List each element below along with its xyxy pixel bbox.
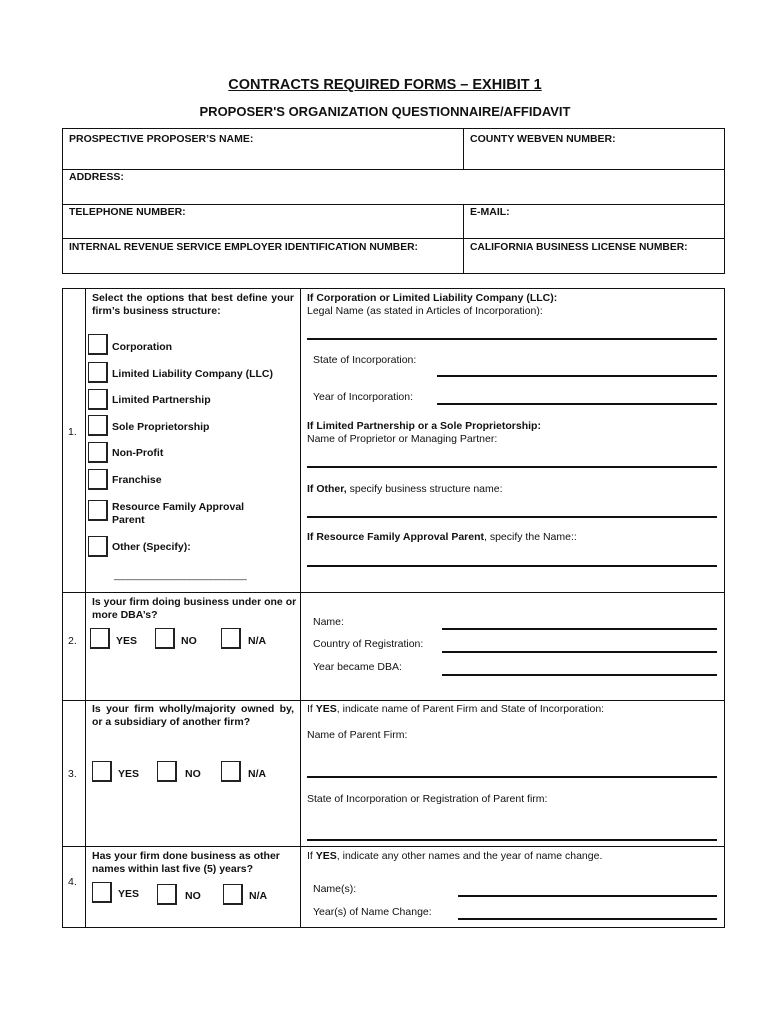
non-profit-label: Non-Profit: [112, 447, 164, 459]
rfa-parent-checkbox[interactable]: [88, 500, 108, 521]
corp-llc-heading: If Corporation or Limited Liability Company (LLC):: [307, 292, 558, 304]
question-3-number: 3.: [68, 768, 77, 780]
q4-no-label: NO: [185, 890, 201, 902]
proprietor-name-label: Name of Proprietor or Managing Partner:: [307, 433, 498, 445]
q4-if-rest: , indicate any other names and the year of name change.: [336, 850, 603, 862]
other-label: Other (Specify):: [112, 541, 191, 553]
rfa-name-field[interactable]: [307, 565, 717, 567]
address-field[interactable]: [64, 184, 723, 202]
if-other-text: [307, 483, 503, 496]
ca-business-license-label: CALIFORNIA BUSINESS LICENSE NUMBER:: [470, 242, 688, 253]
q3-if-bold: YES: [315, 703, 337, 715]
year-of-incorporation-label: Year of Incorporation:: [313, 391, 414, 403]
q4-yes-label: YES: [118, 888, 140, 900]
q3-yes-checkbox[interactable]: [92, 761, 112, 782]
other-specify-line[interactable]: ______________________________: [114, 570, 247, 580]
corporation-checkbox[interactable]: [88, 334, 108, 355]
sole-proprietorship-label: Sole Proprietorship: [112, 421, 210, 433]
dba-name-field[interactable]: [442, 628, 717, 630]
q2-yes-label: YES: [116, 635, 138, 647]
q3-yes-label: YES: [118, 768, 140, 780]
parent-firm-name-field[interactable]: [307, 776, 717, 778]
q4-na-label: N/A: [249, 890, 268, 902]
form-title: CONTRACTS REQUIRED FORMS – EXHIBIT 1: [228, 77, 542, 93]
year-of-incorporation-field[interactable]: [437, 403, 717, 405]
llc-label: Limited Liability Company (LLC): [112, 368, 274, 380]
if-rfa-rest: , specify the Name::: [484, 531, 577, 543]
question-4-prompt: Has your firm done business as other names within last five (5) years?: [92, 850, 280, 875]
q4-no-checkbox[interactable]: [157, 884, 177, 905]
year-of-name-change-label: Year(s) of Name Change:: [313, 906, 432, 918]
irs-ein-field[interactable]: [64, 254, 462, 271]
sole-proprietorship-checkbox[interactable]: [88, 415, 108, 436]
telephone-label: TELEPHONE NUMBER:: [69, 206, 186, 218]
country-of-registration-field[interactable]: [442, 651, 717, 653]
question-3-prompt: Is your firm wholly/majority owned by, or a subsidiary of another firm?: [92, 703, 294, 728]
q3-no-label: NO: [185, 768, 201, 780]
franchise-checkbox[interactable]: [88, 469, 108, 490]
parent-firm-state-field[interactable]: [307, 839, 717, 841]
q3-no-checkbox[interactable]: [157, 761, 177, 782]
webven-number-label: COUNTY WEBVEN NUMBER:: [470, 133, 616, 145]
q4-if-pre: If: [307, 850, 316, 862]
question-1-prompt: Select the options that best define your firm’s business structure:: [92, 292, 294, 317]
limited-partnership-checkbox[interactable]: [88, 389, 108, 410]
year-became-dba-label: Year became DBA:: [313, 661, 402, 673]
q2-no-label: NO: [181, 635, 197, 647]
q3-na-checkbox[interactable]: [221, 761, 241, 782]
state-of-incorporation-label: State of Incorporation:: [313, 354, 417, 366]
year-of-name-change-field[interactable]: [458, 918, 717, 920]
q2-na-checkbox[interactable]: [221, 628, 241, 649]
if-rfa-bold: If Resource Family Approval Parent: [307, 531, 484, 543]
q4-if-yes-text: [307, 850, 602, 863]
if-rfa-text: [307, 531, 577, 544]
country-of-registration-label: Country of Registration:: [313, 638, 424, 650]
q4-na-checkbox[interactable]: [223, 884, 243, 905]
legal-name-label: Legal Name (as stated in Articles of Incorporation):: [307, 305, 543, 317]
other-names-label: Name(s):: [313, 883, 357, 895]
legal-name-field[interactable]: [307, 338, 717, 340]
q2-yes-checkbox[interactable]: [90, 628, 110, 649]
email-label: E-MAIL:: [470, 206, 510, 218]
limited-partnership-label: Limited Partnership: [112, 394, 211, 406]
year-became-dba-field[interactable]: [442, 674, 717, 676]
q2-no-checkbox[interactable]: [155, 628, 175, 649]
q3-if-rest: , indicate name of Parent Firm and State of Incorporation:: [336, 703, 605, 715]
proprietor-name-field[interactable]: [307, 466, 717, 468]
other-checkbox[interactable]: [88, 536, 108, 557]
question-2-number: 2.: [68, 635, 77, 647]
rfa-parent-label: Resource Family Approval Parent: [112, 501, 245, 526]
if-other-rest: specify business structure name:: [346, 483, 503, 495]
form-subtitle: PROPOSER'S ORGANIZATION QUESTIONNAIRE/AFFIDAVIT: [199, 104, 571, 119]
other-names-field[interactable]: [458, 895, 717, 897]
lp-sole-prop-heading: If Limited Partnership or a Sole Proprietorship:: [307, 420, 541, 432]
question-2-prompt: Is your firm doing business under one or more DBA’s?: [92, 596, 297, 621]
non-profit-checkbox[interactable]: [88, 442, 108, 463]
if-other-bold: If Other,: [307, 483, 347, 495]
email-field[interactable]: [465, 219, 723, 236]
q3-na-label: N/A: [248, 768, 267, 780]
state-of-incorporation-field[interactable]: [437, 375, 717, 377]
llc-checkbox[interactable]: [88, 362, 108, 383]
q4-if-bold: YES: [315, 850, 337, 862]
webven-number-field[interactable]: [465, 147, 723, 167]
franchise-label: Franchise: [112, 474, 162, 486]
proposer-name-field[interactable]: [64, 147, 462, 167]
dba-name-label: Name:: [313, 616, 344, 628]
telephone-field[interactable]: [64, 219, 462, 236]
q2-na-label: N/A: [248, 635, 267, 647]
corporation-label: Corporation: [112, 341, 173, 353]
parent-firm-state-label: State of Incorporation or Registration of Parent firm:: [307, 793, 548, 805]
proposer-name-label: PROSPECTIVE PROPOSER’S NAME:: [69, 133, 254, 145]
parent-firm-name-label: Name of Parent Firm:: [307, 729, 408, 741]
irs-ein-label: INTERNAL REVENUE SERVICE EMPLOYER IDENTIFICATION NUMBER:: [69, 242, 418, 253]
q3-if-yes-text: [307, 703, 604, 716]
business-structure-name-field[interactable]: [307, 516, 717, 518]
q3-if-pre: If: [307, 703, 316, 715]
question-4-number: 4.: [68, 876, 77, 888]
address-label: ADDRESS:: [69, 171, 124, 183]
question-1-number: 1.: [68, 426, 77, 438]
ca-business-license-field[interactable]: [465, 254, 723, 271]
q4-yes-checkbox[interactable]: [92, 882, 112, 903]
